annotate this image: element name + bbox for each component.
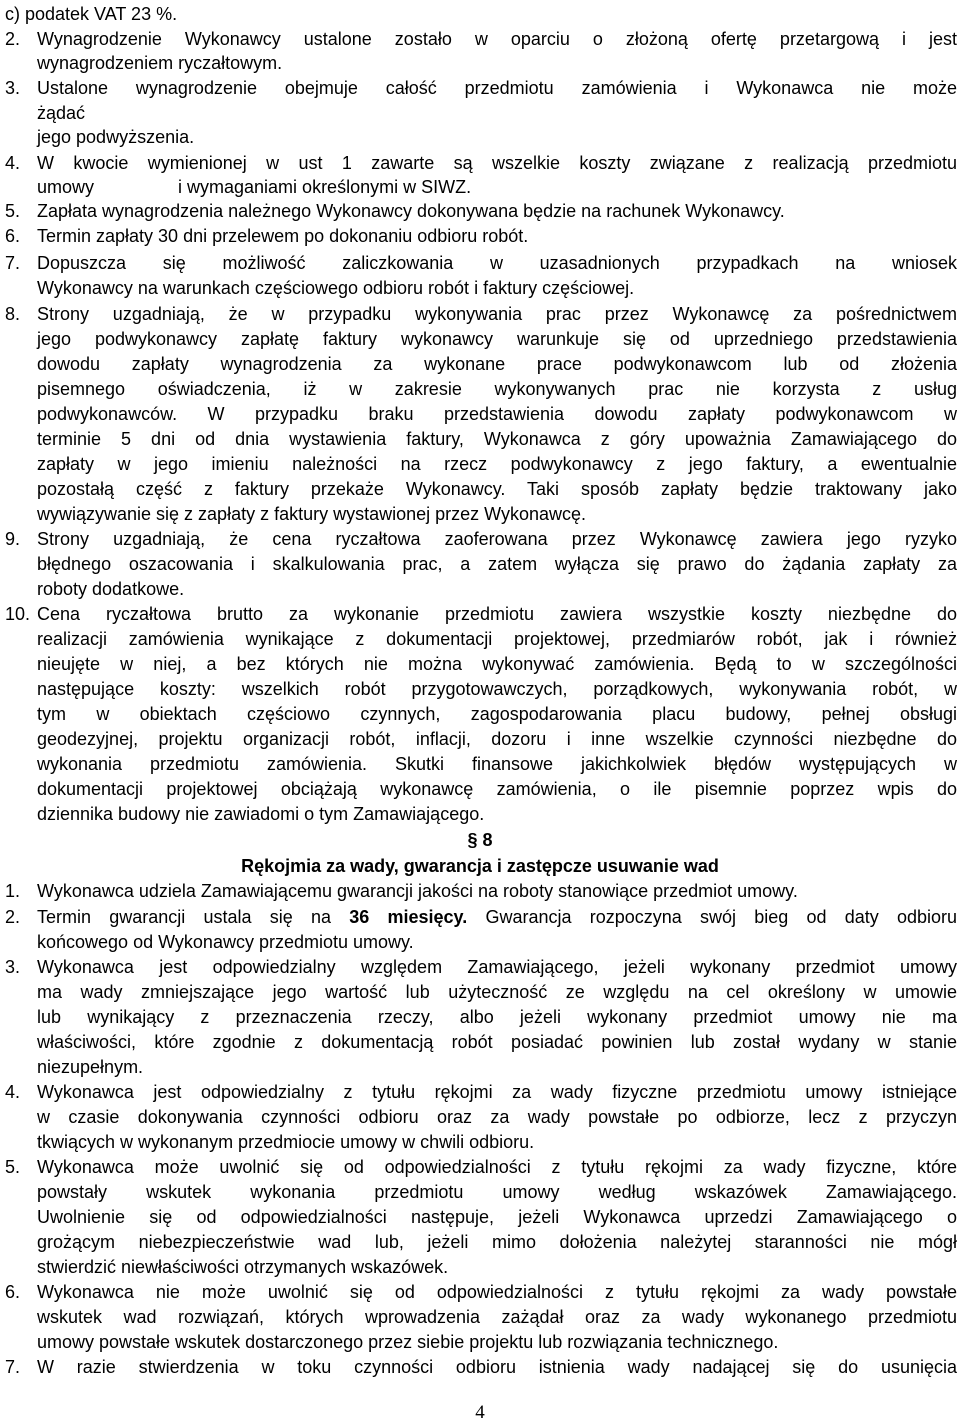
item-number: 5.: [5, 1157, 21, 1177]
section-number: § 8: [467, 830, 493, 850]
text-line: wywiązywanie się z zapłaty z faktury wystawionej przez Wykonawcę.: [37, 504, 587, 524]
text-line: wynagrodzeniem ryczałtowym.: [37, 53, 283, 73]
text-line: Wykonawca jest odpowiedzialny względem Zamawiającego, jeżeli wykonany przedmiot umowy: [37, 957, 957, 977]
text-line: żądać: [37, 103, 86, 123]
warranty-period: 36 miesięcy.: [349, 907, 468, 927]
text-line: lub wynikający z przeznaczenia rzeczy, albo jeżeli wykonany przedmiot umowy nie ma: [37, 1007, 957, 1027]
item-number: 7.: [5, 253, 21, 273]
list-item-3: [5, 76, 957, 101]
text-line: c) podatek VAT 23 %.: [5, 4, 178, 24]
text-line: W razie stwierdzenia w toku czynności odbioru istnienia wady nadającej się do usunięcia: [37, 1357, 957, 1377]
text-line: roboty dodatkowe.: [37, 579, 185, 599]
text-line: Uwolnienie się od odpowiedzialności następuje, jeżeli Wykonawca uprzedzi Zamawiającego o: [37, 1207, 957, 1227]
page-number: 4: [475, 1402, 485, 1423]
text-line: podwykonawców. W przypadku braku przedstawienia dowodu zapłaty podwykonawcom w: [37, 404, 957, 424]
text-line: pisemnego oświadczenia, iż w zakresie wykonywanych prac nie korzysta z usług: [37, 379, 957, 399]
text-line: Dopuszcza się możliwość zaliczkowania w uzasadnionych przypadkach na wniosek: [37, 253, 957, 273]
text-line: następujące koszty: wszelkich robót przygotowawczych, porządkowych, wykonywania robót, w: [37, 679, 957, 699]
list-item-3: [5, 955, 957, 980]
text-line: [37, 175, 471, 200]
item-number: 3.: [5, 78, 21, 98]
text-line: Wykonawca udziela Zamawiającemu gwarancji jakości na roboty stanowiące przedmiot umowy.: [37, 881, 798, 901]
text-line: Wykonawca jest odpowiedzialny z tytułu rękojmi za wady fizyczne przedmiotu umowy istniejące: [37, 1082, 957, 1102]
item-number: 2.: [5, 29, 21, 49]
text-line: W kwocie wymienionej w ust 1 zawarte są wszelkie koszty związane z realizacją przedmiotu: [37, 153, 957, 173]
text-fragment: umowy: [37, 177, 95, 197]
item-number: 6.: [5, 1282, 21, 1302]
text-line: zapłaty w jego imieniu należności na rzecz podwykonawcy z jego faktury, a ewentualnie: [37, 454, 957, 474]
list-item-4: [5, 151, 957, 176]
item-number: 7.: [5, 1357, 21, 1377]
text-line: tkwiących w wykonanym przedmiocie umowy w chwili odbioru.: [37, 1132, 535, 1152]
text-line: końcowego od Wykonawcy przedmiotu umowy.: [37, 932, 414, 952]
list-item-2: [5, 27, 957, 52]
text-line: ma wady zmniejszające jego wartość lub użyteczność ze względu na cel określony w umowie: [37, 982, 957, 1002]
text-line: Strony uzgadniają, że w przypadku wykonywania prac przez Wykonawcę za pośrednictwem: [37, 304, 957, 324]
item-number: 10.: [5, 604, 31, 624]
text-line: realizacji zamówienia wynikające z dokumentacji projektowej, przedmiarów robót, jak i również: [37, 629, 957, 649]
text-line: w czasie dokonywania czynności odbioru oraz za wady powstałe po odbiorze, lecz z przyczyn: [37, 1107, 957, 1127]
text-line: dowodu zapłaty wynagrodzenia za wykonane prace podwykonawcom lub od złożenia: [37, 354, 957, 374]
section-heading: Rękojmia za wady, gwarancja i zastępcze usuwanie wad: [241, 856, 719, 876]
item-number: 2.: [5, 907, 21, 927]
item-number: 4.: [5, 153, 21, 173]
text-line: właściwości, które zgodnie z dokumentacją robót posiadać powinien lub został wydany w stanie: [37, 1032, 957, 1052]
text-line: jego podwyższenia.: [37, 127, 195, 147]
text-fragment: i wymaganiami określonymi w SIWZ.: [178, 177, 472, 197]
text-line: Wykonawca może uwolnić się od odpowiedzialności z tytułu rękojmi za wady fizyczne, które: [37, 1157, 957, 1177]
text-line: Zapłata wynagrodzenia należnego Wykonawcy dokonywana będzie na rachunek Wykonawcy.: [37, 201, 785, 221]
list-item-10: [5, 602, 957, 627]
text-line: dokumentacji projektowej obciążają wykonawcę zamówienia, o ile pisemnie poprzez wpis do: [37, 779, 957, 799]
text-line: wykonania przedmiotu zamówienia. Skutki finansowe jakichkolwiek błędów występujących w: [37, 754, 957, 774]
list-item-9: [5, 527, 957, 552]
text-line: nieujęte w niej, a bez których nie można wykonywać zamówienia. Będą to w szczególności: [37, 654, 957, 674]
text-line: Wynagrodzenie Wykonawcy ustalone zostało w oparciu o złożoną ofertę przetargową i jest: [37, 29, 957, 49]
item-number: 4.: [5, 1082, 21, 1102]
list-item-1: [5, 879, 798, 904]
list-item-7: [5, 251, 957, 276]
text-line: Wykonawcy na warunkach częściowego odbioru robót i faktury częściowej.: [37, 278, 635, 298]
text-line: geodezyjnej, projektu organizacji robót, inflacji, dozoru i inne wszelkie czynności niezbędne do: [37, 729, 957, 749]
text-line: pozostałą część z faktury przekaże Wykonawcy. Taki sposób zapłaty będzie traktowany jako: [37, 479, 957, 499]
list-item-6: [5, 1280, 957, 1305]
text-fragment: Termin gwarancji ustala się na: [37, 907, 350, 927]
text-line: Strony uzgadniają, że cena ryczałtowa zaoferowana przez Wykonawcę zawiera jego ryzyko: [37, 529, 957, 549]
list-item-4: [5, 1080, 957, 1105]
list-item-8: [5, 302, 957, 327]
text-line: jego podwykonawcy zapłatę faktury wykonawcy warunkuje się od uprzedniego przedstawienia: [37, 329, 957, 349]
text-line: wskutek wad rozwiązań, których wprowadzenia zażądał oraz za wady wykonanego przedmiotu: [37, 1307, 957, 1327]
text-line: tym w obiektach częściowo czynnych, zagospodarowania placu budowy, pełnej obsługi: [37, 704, 957, 724]
list-item-2: [5, 905, 957, 930]
item-number: 9.: [5, 529, 21, 549]
text-line: grożącym niebezpieczeństwie wad lub, jeżeli mimo dołożenia należytej staranności nie mógł: [37, 1232, 957, 1252]
list-item-6: [5, 224, 528, 249]
item-number: 1.: [5, 881, 21, 901]
text-fragment: Gwarancja rozpoczyna swój bieg od daty odbioru: [467, 907, 957, 927]
text-line: błędnego oszacowania i skalkulowania prac, a zatem wyłącza się prawo do żądania zapłaty za: [37, 554, 957, 574]
item-number: 8.: [5, 304, 21, 324]
text-line: umowy powstałe wskutek dostarczonego przez siebie projektu lub rozwiązania technicznego.: [37, 1332, 779, 1352]
text-line: Ustalone wynagrodzenie obejmuje całość przedmiotu zamówienia i Wykonawca nie może: [37, 78, 957, 98]
text-line: stwierdzić niewłaściwości otrzymanych wskazówek.: [37, 1257, 449, 1277]
text-line: dziennika budowy nie zawiadomi o tym Zamawiającego.: [37, 804, 485, 824]
list-item-5: [5, 1155, 957, 1180]
text-line: Wykonawca nie może uwolnić się od odpowiedzialności z tytułu rękojmi za wady powstałe: [37, 1282, 957, 1302]
text-line: terminie 5 dni od dnia wystawienia faktury, Wykonawca z góry upoważnia Zamawiającego do: [37, 429, 957, 449]
list-item-5: [5, 199, 785, 224]
text-line: powstały wskutek wykonania przedmiotu umowy według wskazówek Zamawiającego.: [37, 1182, 957, 1202]
item-number: 6.: [5, 226, 21, 246]
item-number: 3.: [5, 957, 21, 977]
text-line: Termin zapłaty 30 dni przelewem po dokonaniu odbioru robót.: [37, 226, 529, 246]
list-item-7: [5, 1355, 957, 1380]
item-number: 5.: [5, 201, 21, 221]
text-line: Cena ryczałtowa brutto za wykonanie przedmiotu zawiera wszystkie koszty niezbędne do: [37, 604, 957, 624]
text-line: niezupełnym.: [37, 1057, 144, 1077]
